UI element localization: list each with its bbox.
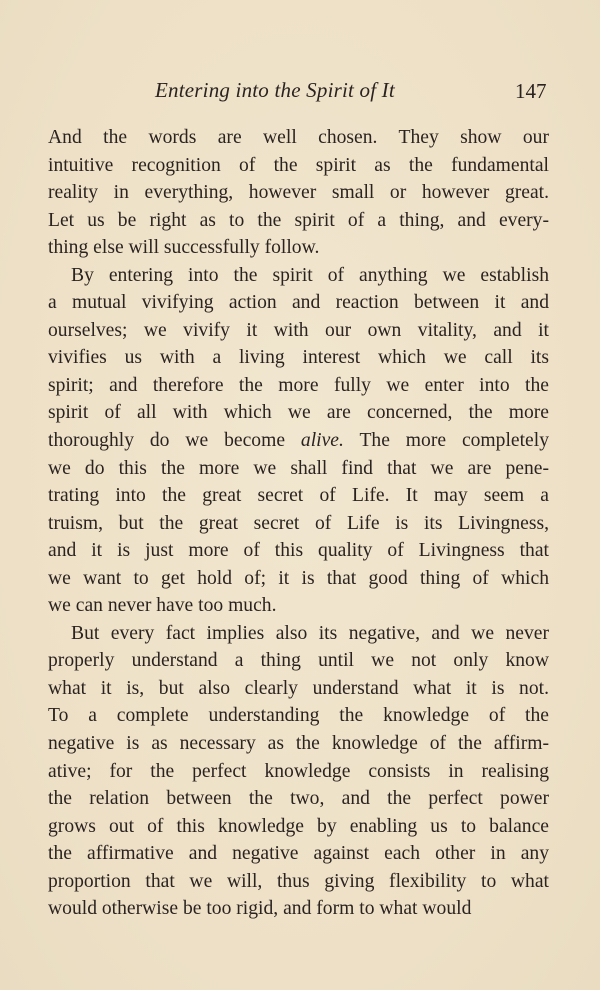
paragraph	[48, 620, 549, 923]
text-line: And the words are well chosen. They show our	[48, 127, 549, 148]
text-line: we want to get hold of; it is that good thing of which	[48, 567, 549, 589]
page-number: 147	[515, 79, 547, 103]
text-line: reality in everything, however small or however great.	[48, 182, 549, 204]
text-line: trating into the great secret of Life. It may seem a	[48, 485, 549, 507]
text-line: ative; for the perfect knowledge consists in realising	[48, 760, 549, 782]
text-line: But every fact implies also its negative, and we never	[71, 622, 549, 644]
text-line: Let us be right as to the spirit of a thing, and every-	[48, 209, 549, 231]
text-line: we do this the more we shall find that we are pene-	[48, 457, 549, 479]
text-line: To a complete understanding the knowledge of the	[48, 705, 549, 727]
text-line: proportion that we will, thus giving flexibility to what	[48, 870, 549, 892]
text-line: grows out of this knowledge by enabling us to balance	[48, 815, 549, 837]
text-line: and it is just more of this quality of Livingness that	[48, 540, 549, 562]
text-line	[48, 427, 549, 455]
running-title: Entering into the Spirit of It	[155, 78, 395, 102]
text-line: a mutual vivifying action and reaction between it and	[48, 292, 549, 314]
body-text	[48, 124, 549, 923]
text-line: would otherwise be too rigid, and form to what would	[48, 898, 472, 920]
text-line: spirit of all with which we are concerned, the more	[48, 402, 549, 424]
text-line: vivifies us with a living interest which we call its	[48, 347, 549, 369]
text-line: properly understand a thing until we not only know	[48, 650, 549, 672]
text-line: spirit; and therefore the more fully we enter into the	[48, 374, 549, 396]
text-line: ourselves; we vivify it with our own vitality, and it	[48, 319, 549, 341]
text-line: we can never have too much.	[48, 595, 277, 617]
text-line: thing else will successfully follow.	[48, 237, 320, 259]
emphasis-text: alive.	[300, 430, 344, 452]
paragraph	[48, 262, 549, 620]
text-line: negative is as necessary as the knowledge of the affirm-	[48, 733, 549, 755]
text-line: truism, but the great secret of Life is its Livingness,	[48, 512, 549, 534]
text-line: intuitive recognition of the spirit as the fundamental	[48, 154, 549, 176]
text-line: By entering into the spirit of anything we establish	[71, 264, 549, 286]
text-line: what it is, but also clearly understand what it is not.	[48, 677, 549, 699]
paragraph	[48, 124, 549, 262]
text-line: the affirmative and negative against each other in any	[48, 843, 549, 865]
text-line: the relation between the two, and the perfect power	[48, 788, 549, 810]
text-segment: thoroughly do we become	[48, 430, 301, 452]
text-segment: The more completely	[343, 430, 549, 452]
